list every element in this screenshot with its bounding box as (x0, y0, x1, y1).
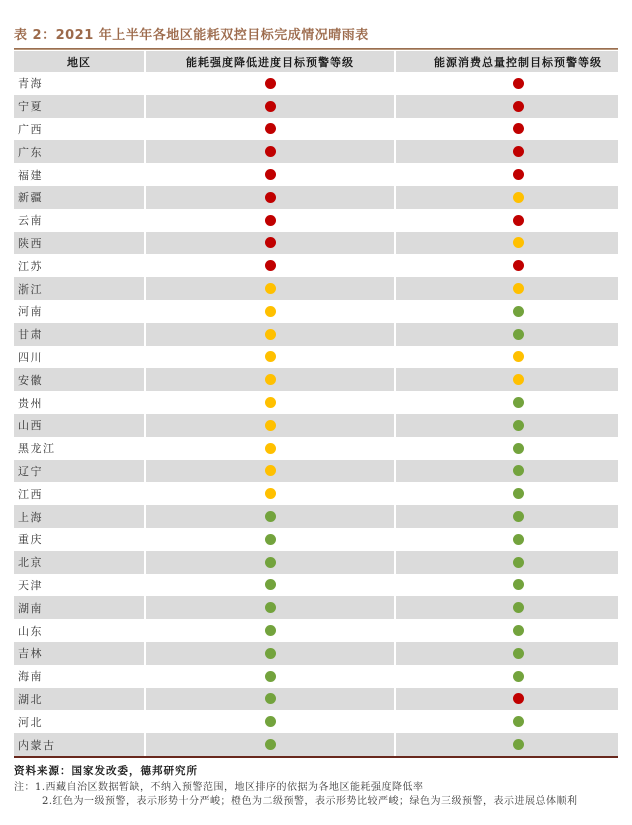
green-warning-dot-icon (513, 306, 524, 317)
intensity-warning-cell (146, 710, 396, 733)
intensity-warning-cell (146, 596, 396, 619)
green-warning-dot-icon (265, 602, 276, 613)
red-warning-dot-icon (513, 101, 524, 112)
red-warning-dot-icon (513, 215, 524, 226)
green-warning-dot-icon (513, 420, 524, 431)
intensity-warning-cell (146, 300, 396, 323)
region-name: 贵州 (14, 391, 146, 414)
table-row (14, 619, 618, 642)
total-consumption-warning-cell (396, 300, 618, 323)
region-name: 浙江 (14, 277, 146, 300)
intensity-warning-cell (146, 209, 396, 232)
total-consumption-warning-cell (396, 596, 618, 619)
green-warning-dot-icon (513, 625, 524, 636)
red-warning-dot-icon (265, 101, 276, 112)
green-warning-dot-icon (513, 648, 524, 659)
red-warning-dot-icon (265, 192, 276, 203)
total-consumption-warning-cell (396, 665, 618, 688)
total-consumption-warning-cell (396, 710, 618, 733)
total-consumption-warning-cell (396, 482, 618, 505)
red-warning-dot-icon (513, 146, 524, 157)
table-row (14, 414, 618, 437)
orange-warning-dot-icon (265, 283, 276, 294)
green-warning-dot-icon (513, 488, 524, 499)
green-warning-dot-icon (265, 625, 276, 636)
region-name: 山西 (14, 414, 146, 437)
red-warning-dot-icon (513, 260, 524, 271)
region-name: 四川 (14, 346, 146, 369)
intensity-warning-cell (146, 72, 396, 95)
red-warning-dot-icon (265, 237, 276, 248)
orange-warning-dot-icon (265, 329, 276, 340)
green-warning-dot-icon (265, 534, 276, 545)
intensity-warning-cell (146, 163, 396, 186)
region-name: 山东 (14, 619, 146, 642)
red-warning-dot-icon (265, 123, 276, 134)
intensity-warning-cell (146, 391, 396, 414)
region-name: 安徽 (14, 368, 146, 391)
intensity-warning-cell (146, 528, 396, 551)
table-row (14, 460, 618, 483)
region-name: 河南 (14, 300, 146, 323)
total-consumption-warning-cell (396, 733, 618, 756)
intensity-warning-cell (146, 733, 396, 756)
column-header-total-consumption-target: 能源消费总量控制目标预警等级 (434, 55, 602, 69)
green-warning-dot-icon (265, 511, 276, 522)
green-warning-dot-icon (265, 579, 276, 590)
total-consumption-warning-cell (396, 528, 618, 551)
table-row (14, 209, 618, 232)
intensity-warning-cell (146, 460, 396, 483)
table-row (14, 437, 618, 460)
green-warning-dot-icon (513, 557, 524, 568)
orange-warning-dot-icon (265, 465, 276, 476)
total-consumption-warning-cell (396, 688, 618, 711)
intensity-warning-cell (146, 368, 396, 391)
total-consumption-warning-cell (396, 232, 618, 255)
table-row (14, 277, 618, 300)
total-consumption-warning-cell (396, 186, 618, 209)
table-row (14, 323, 618, 346)
total-consumption-warning-cell (396, 551, 618, 574)
intensity-warning-cell (146, 118, 396, 141)
region-name: 北京 (14, 551, 146, 574)
table-row (14, 163, 618, 186)
orange-warning-dot-icon (513, 283, 524, 294)
region-name: 辽宁 (14, 460, 146, 483)
intensity-warning-cell (146, 619, 396, 642)
region-name: 上海 (14, 505, 146, 528)
region-name: 宁夏 (14, 95, 146, 118)
region-name: 重庆 (14, 528, 146, 551)
green-warning-dot-icon (265, 716, 276, 727)
total-consumption-warning-cell (396, 209, 618, 232)
red-warning-dot-icon (513, 169, 524, 180)
intensity-warning-cell (146, 482, 396, 505)
table-row (14, 688, 618, 711)
region-name: 河北 (14, 710, 146, 733)
orange-warning-dot-icon (265, 351, 276, 362)
region-name: 广西 (14, 118, 146, 141)
table-row (14, 118, 618, 141)
table-row (14, 710, 618, 733)
intensity-warning-cell (146, 95, 396, 118)
green-warning-dot-icon (513, 671, 524, 682)
green-warning-dot-icon (513, 579, 524, 590)
note-line-1: 注：1.西藏自治区数据暂缺，不纳入预警范围，地区排序的依据为各地区能耗强度降低率 (14, 781, 424, 793)
region-name: 陕西 (14, 232, 146, 255)
table-row (14, 300, 618, 323)
table-row (14, 186, 618, 209)
intensity-warning-cell (146, 414, 396, 437)
red-warning-dot-icon (513, 123, 524, 134)
red-warning-dot-icon (265, 78, 276, 89)
table-row (14, 482, 618, 505)
region-name: 湖北 (14, 688, 146, 711)
table-body (14, 72, 618, 756)
red-warning-dot-icon (513, 693, 524, 704)
total-consumption-warning-cell (396, 346, 618, 369)
green-warning-dot-icon (513, 534, 524, 545)
total-consumption-warning-cell (396, 254, 618, 277)
total-consumption-warning-cell (396, 437, 618, 460)
red-warning-dot-icon (513, 78, 524, 89)
intensity-warning-cell (146, 277, 396, 300)
source-line: 资料来源：国家发改委，德邦研究所 (14, 764, 198, 777)
green-warning-dot-icon (265, 693, 276, 704)
total-consumption-warning-cell (396, 323, 618, 346)
intensity-warning-cell (146, 232, 396, 255)
table-row (14, 574, 618, 597)
table-row (14, 72, 618, 95)
orange-warning-dot-icon (265, 488, 276, 499)
total-consumption-warning-cell (396, 574, 618, 597)
region-name: 甘肃 (14, 323, 146, 346)
orange-warning-dot-icon (265, 306, 276, 317)
region-name: 天津 (14, 574, 146, 597)
intensity-warning-cell (146, 323, 396, 346)
region-name: 黑龙江 (14, 437, 146, 460)
total-consumption-warning-cell (396, 368, 618, 391)
total-consumption-warning-cell (396, 163, 618, 186)
intensity-warning-cell (146, 140, 396, 163)
green-warning-dot-icon (513, 716, 524, 727)
region-name: 云南 (14, 209, 146, 232)
red-warning-dot-icon (265, 146, 276, 157)
table-row (14, 391, 618, 414)
total-consumption-warning-cell (396, 505, 618, 528)
green-warning-dot-icon (513, 397, 524, 408)
region-name: 吉林 (14, 642, 146, 665)
table-row (14, 254, 618, 277)
region-name: 青海 (14, 72, 146, 95)
table-header-row (14, 51, 618, 72)
green-warning-dot-icon (513, 465, 524, 476)
green-warning-dot-icon (265, 739, 276, 750)
region-name: 内蒙古 (14, 733, 146, 756)
green-warning-dot-icon (265, 648, 276, 659)
total-consumption-warning-cell (396, 72, 618, 95)
region-name: 江苏 (14, 254, 146, 277)
table-row (14, 596, 618, 619)
table-title: 表 2：2021 年上半年各地区能耗双控目标完成情况晴雨表 (14, 28, 369, 43)
red-warning-dot-icon (265, 260, 276, 271)
intensity-warning-cell (146, 186, 396, 209)
region-name: 湖南 (14, 596, 146, 619)
region-name: 新疆 (14, 186, 146, 209)
orange-warning-dot-icon (265, 397, 276, 408)
green-warning-dot-icon (513, 443, 524, 454)
total-consumption-warning-cell (396, 460, 618, 483)
red-warning-dot-icon (265, 215, 276, 226)
total-consumption-warning-cell (396, 140, 618, 163)
intensity-warning-cell (146, 665, 396, 688)
table-row (14, 665, 618, 688)
green-warning-dot-icon (265, 671, 276, 682)
table-row (14, 368, 618, 391)
intensity-warning-cell (146, 642, 396, 665)
total-consumption-warning-cell (396, 391, 618, 414)
total-consumption-warning-cell (396, 277, 618, 300)
region-name: 江西 (14, 482, 146, 505)
green-warning-dot-icon (513, 511, 524, 522)
table-row (14, 505, 618, 528)
orange-warning-dot-icon (513, 237, 524, 248)
total-consumption-warning-cell (396, 118, 618, 141)
green-warning-dot-icon (265, 557, 276, 568)
intensity-warning-cell (146, 505, 396, 528)
title-divider (14, 48, 618, 50)
energy-dual-control-table (14, 51, 618, 756)
orange-warning-dot-icon (265, 420, 276, 431)
orange-warning-dot-icon (513, 374, 524, 385)
red-warning-dot-icon (265, 169, 276, 180)
intensity-warning-cell (146, 551, 396, 574)
intensity-warning-cell (146, 437, 396, 460)
table-row (14, 528, 618, 551)
total-consumption-warning-cell (396, 95, 618, 118)
total-consumption-warning-cell (396, 642, 618, 665)
table-row (14, 95, 618, 118)
green-warning-dot-icon (513, 329, 524, 340)
orange-warning-dot-icon (513, 192, 524, 203)
intensity-warning-cell (146, 688, 396, 711)
intensity-warning-cell (146, 574, 396, 597)
column-header-region: 地区 (14, 51, 146, 72)
intensity-warning-cell (146, 254, 396, 277)
table-row (14, 140, 618, 163)
note-line-2: 2.红色为一级预警，表示形势十分严峻；橙色为二级预警，表示形势比较严峻；绿色为三级预警，表示进展总体顺利 (42, 795, 578, 807)
green-warning-dot-icon (513, 602, 524, 613)
region-name: 海南 (14, 665, 146, 688)
table-row (14, 232, 618, 255)
column-header-intensity-target: 能耗强度降低进度目标预警等级 (146, 51, 396, 72)
intensity-warning-cell (146, 346, 396, 369)
table-row (14, 642, 618, 665)
table-row (14, 346, 618, 369)
table-row (14, 733, 618, 756)
total-consumption-warning-cell (396, 619, 618, 642)
table-row (14, 551, 618, 574)
region-name: 广东 (14, 140, 146, 163)
orange-warning-dot-icon (265, 374, 276, 385)
green-warning-dot-icon (513, 739, 524, 750)
orange-warning-dot-icon (513, 351, 524, 362)
region-name: 福建 (14, 163, 146, 186)
orange-warning-dot-icon (265, 443, 276, 454)
total-consumption-warning-cell (396, 414, 618, 437)
